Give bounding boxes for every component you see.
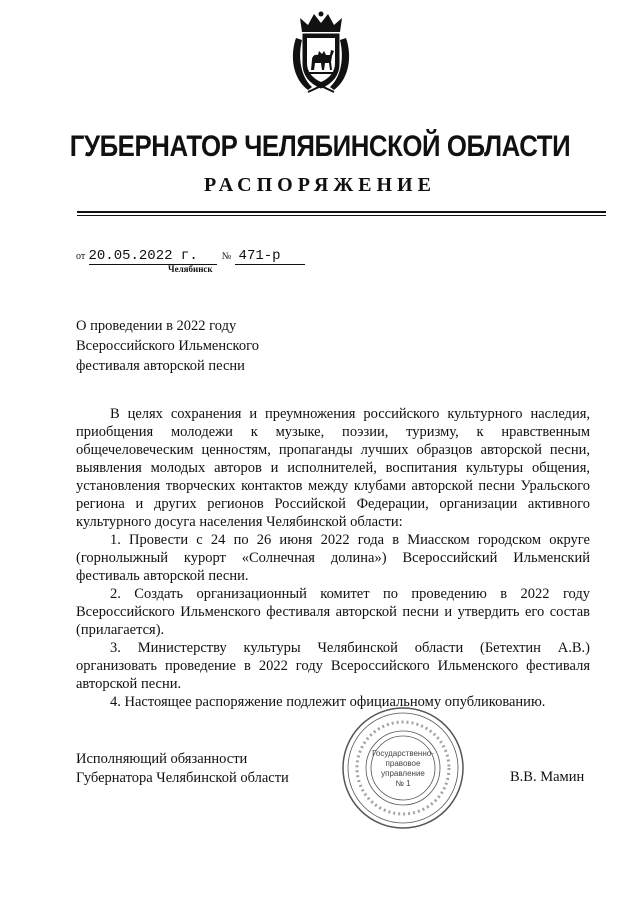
- document-city: Челябинск: [168, 264, 213, 274]
- document-type: РАСПОРЯЖЕНИЕ: [204, 174, 436, 196]
- date-number-line: [76, 247, 305, 265]
- clause-1: 1. Провести с 24 по 26 июня 2022 года в Миасском городском округе (горнолыжный курорт «Солнечная долина») Всероссийский Ильменский фестиваль авторской песни.: [76, 532, 590, 584]
- document-title: ГУБЕРНАТОР ЧЕЛЯБИНСКОЙ ОБЛАСТИ: [69, 130, 571, 163]
- signer-position-line: Губернатора Челябинской области: [76, 770, 289, 786]
- document-date: 20.05.2022 г.: [89, 248, 217, 265]
- clause-3: 3. Министерству культуры Челябинской области (Бетехтин А.В.) организовать проведение в 2022 году Всероссийского Ильменского фестиваля авторской песни.: [76, 640, 590, 692]
- signer-name: В.В. Мамин: [510, 769, 585, 785]
- header-divider-thick: [77, 211, 606, 213]
- subject-line: Всероссийского Ильменского: [76, 338, 259, 354]
- stamp-text: управление: [381, 769, 425, 778]
- clause-4: 4. Настоящее распоряжение подлежит официальному опубликованию.: [110, 694, 546, 710]
- document-subject: [76, 316, 259, 376]
- header-divider-thin: [77, 215, 606, 216]
- stamp-text: правовое: [385, 759, 421, 768]
- stamp-text: № 1: [395, 779, 411, 788]
- stamp-text: Государственно-: [372, 749, 434, 758]
- number-label: №: [221, 251, 232, 262]
- clause-2: 2. Создать организационный комитет по проведению в 2022 году Всероссийского Ильменского фестиваля авторской песни и утвердить его состав (прилагается).: [76, 586, 590, 638]
- from-label: от: [76, 251, 86, 262]
- official-stamp-icon: [338, 704, 468, 832]
- document-number: 471-р: [235, 248, 305, 265]
- preamble-paragraph: В целях сохранения и преумножения российского культурного наследия, приобщения молодежи к музыке, поэзии, туризму, к нравственным общечеловеческим ценностям, пропаганды лучших образцов авторской песни, выявления молодых авторов и исполнителей, воспитания культуры общения, установления творческих контактов между клубами авторской песни Уральского региона и других регионов Российской Федерации, организации активного культурного досуга населения Челябинской области:: [76, 406, 590, 530]
- coat-of-arms-icon: [290, 10, 352, 96]
- signer-position-line: Исполняющий обязанности: [76, 751, 248, 767]
- subject-line: фестиваля авторской песни: [76, 358, 245, 374]
- signer-position: [76, 750, 289, 788]
- document-body: [76, 405, 590, 711]
- subject-line: О проведении в 2022 году: [76, 318, 237, 334]
